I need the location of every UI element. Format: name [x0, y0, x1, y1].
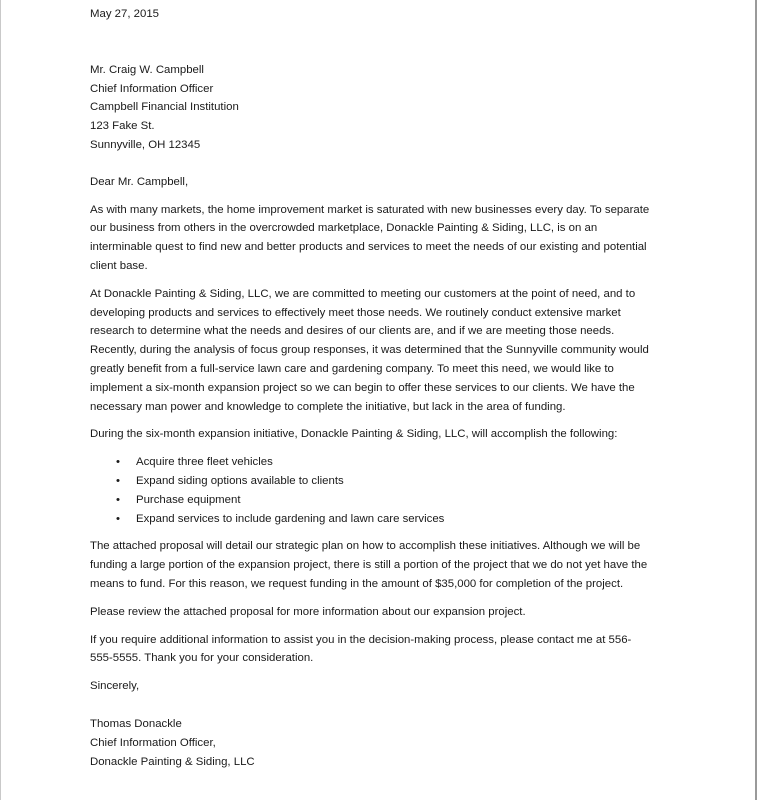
- recipient-city: Sunnyville, OH 12345: [90, 138, 201, 151]
- recipient-title: Chief Information Officer: [90, 82, 214, 95]
- paragraph-proposal: The attached proposal will detail our strategic plan on how to accomplish these initiatives. Although we will be funding a large portion of the expansion project, there is still a portion of the project that we do not yet have the means to fund. For this reason, we request funding in the amount of $35,000 for completion of the project.: [90, 540, 648, 590]
- recipient-company: Campbell Financial Institution: [90, 101, 239, 114]
- signature-block: [90, 715, 650, 771]
- signer-name: Thomas Donackle: [90, 717, 182, 730]
- list-item-text: Acquire three fleet vehicles: [136, 456, 273, 469]
- bullet-icon: •: [116, 456, 120, 469]
- list-item-text: Purchase equipment: [136, 493, 241, 506]
- paragraph-initiative: During the six-month expansion initiative, Donackle Painting & Siding, LLC, will accomplish the following:: [90, 428, 618, 441]
- recipient-street: 123 Fake St.: [90, 120, 155, 133]
- letter-date: May 27, 2015: [90, 8, 160, 20]
- bullet-list: [90, 453, 650, 528]
- paragraph-intro: As with many markets, the home improvement market is saturated with new businesses every day. To separate our business from others in the overcrowded marketplace, Donackle Painting & Siding, LLC, is on an interminable quest to find new and better products and services to meet the needs of our existing and potential client base.: [90, 203, 650, 272]
- paragraph-contact: If you require additional information to assist you in the decision-making process, please contact me at 556-555-5555. Thank you for your consideration.: [90, 633, 632, 665]
- list-item: [90, 472, 650, 491]
- closing: Sincerely,: [90, 680, 140, 693]
- paragraph-commitment: At Donackle Painting & Siding, LLC, we are committed to meeting our customers at the point of need, and to developing products and services to effectively meet those needs. We routinely conduct extensive market research to determine what the needs and desires of our clients are, and if we are meeting those needs. Recently, during the analysis of focus group responses, it was determined that the Sunnyville community would greatly benefit from a full-service lawn care and gardening company. To meet this need, we would like to implement a six-month expansion project so we can begin to offer these services to our clients. We have the necessary man power and knowledge to complete the initiative, but lack in the area of funding.: [90, 287, 649, 413]
- signer-company: Donackle Painting & Siding, LLC: [90, 755, 255, 768]
- list-item: [90, 453, 650, 472]
- list-item-text: Expand services to include gardening and lawn care services: [136, 512, 445, 525]
- recipient-address: [90, 61, 650, 155]
- bullet-icon: •: [116, 512, 120, 525]
- salutation: Dear Mr. Campbell,: [90, 175, 189, 188]
- list-item: [90, 491, 650, 510]
- letter-body: [90, 5, 650, 771]
- bullet-icon: •: [116, 493, 120, 506]
- signer-title: Chief Information Officer,: [90, 736, 216, 749]
- paragraph-review: Please review the attached proposal for more information about our expansion project.: [90, 605, 526, 618]
- list-item: [90, 510, 650, 529]
- list-item-text: Expand siding options available to clients: [136, 474, 344, 487]
- recipient-name: Mr. Craig W. Campbell: [90, 63, 204, 76]
- bullet-icon: •: [116, 474, 120, 487]
